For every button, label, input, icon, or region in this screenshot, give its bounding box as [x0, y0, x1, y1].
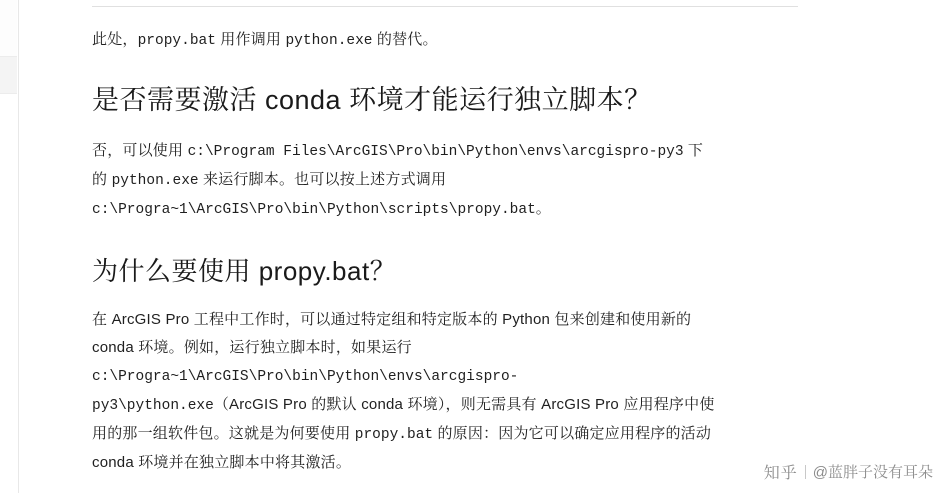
inline-code-envs-arcgispro-path: c:\Progra~1\ArcGIS\Pro\bin\Python\envs\arcgispro- — [92, 369, 519, 385]
paragraph-2-line-2-prefix: 的 — [92, 171, 112, 188]
paragraph-1-prefix: 此处， — [92, 31, 138, 48]
watermark-divider — [805, 465, 806, 479]
inline-code-py3-python-exe: py3\python.exe — [92, 398, 214, 414]
inline-code-propy-bat-3: propy.bat — [354, 427, 434, 443]
section-heading-activate-conda: 是否需要激活 conda 环境才能运行独立脚本？ — [92, 85, 652, 115]
paragraph-propy-substitute — [92, 26, 812, 55]
inline-code-propy-bat-path: c:\Progra~1\ArcGIS\Pro\bin\Python\scripts\propy.bat — [92, 202, 536, 218]
zhihu-author-handle: @蓝胖子没有耳朵 — [812, 464, 933, 481]
paragraph-1-middle: 用作调用 — [215, 31, 286, 48]
paragraph-3-line-5 — [92, 420, 812, 449]
paragraph-3-line-3 — [92, 362, 812, 391]
paragraph-2-line-1 — [92, 137, 812, 166]
inline-code-propy-bat: propy.bat — [137, 33, 216, 49]
paragraph-3-line-1: 在 ArcGIS Pro 工程中工作时，可以通过特定组和特定版本的 Python 包来创建和使用新的 — [92, 311, 692, 328]
paragraph-2-line-3 — [92, 195, 812, 224]
document-content — [92, 0, 812, 477]
paragraph-2-line-3-suffix: 。 — [535, 200, 551, 217]
paragraph-2-line-1-prefix: 否，可以使用 — [92, 142, 188, 159]
gutter-block-top — [0, 0, 17, 57]
inline-code-arcgispro-py3-path: c:\Program Files\ArcGIS\Pro\bin\Python\envs\arcgispro-py3 — [187, 144, 684, 160]
paragraph-3-line-5-text-b: 的原因：因为它可以确定应用程序的活动 — [433, 425, 712, 442]
gutter-block-second — [0, 57, 17, 94]
section-heading-why-propy: 为什么要使用 propy.bat？ — [92, 256, 397, 286]
paragraph-3-line-2: conda 环境。例如，运行独立脚本时，如果运行 — [92, 339, 412, 356]
paragraph-2-line-2-suffix: 来运行脚本。也可以按上述方式调用 — [198, 171, 447, 188]
paragraph-3-line-5-text-a: 用的那一组软件包。这就是为何要使用 — [92, 425, 355, 442]
paragraph-1-suffix: 的替代。 — [372, 31, 438, 48]
left-gutter-strip — [0, 0, 19, 493]
paragraph-2-line-1-suffix: 下 — [683, 142, 704, 159]
paragraph-3-line-6: conda 环境并在独立脚本中将其激活。 — [92, 454, 352, 471]
paragraph-why-propy-body — [92, 306, 812, 477]
inline-code-python-exe-2: python.exe — [111, 173, 199, 189]
zhihu-logo: 知乎 — [763, 465, 798, 482]
paragraph-3-line-4-text: （ArcGIS Pro 的默认 conda 环境），则无需具有 ArcGIS Pro 应用程序中使 — [213, 396, 715, 413]
inline-code-python-exe: python.exe — [285, 33, 373, 49]
zhihu-watermark — [764, 460, 933, 483]
paragraph-standalone-script — [92, 137, 812, 224]
paragraph-2-line-2 — [92, 166, 812, 195]
paragraph-3-line-4 — [92, 391, 812, 420]
